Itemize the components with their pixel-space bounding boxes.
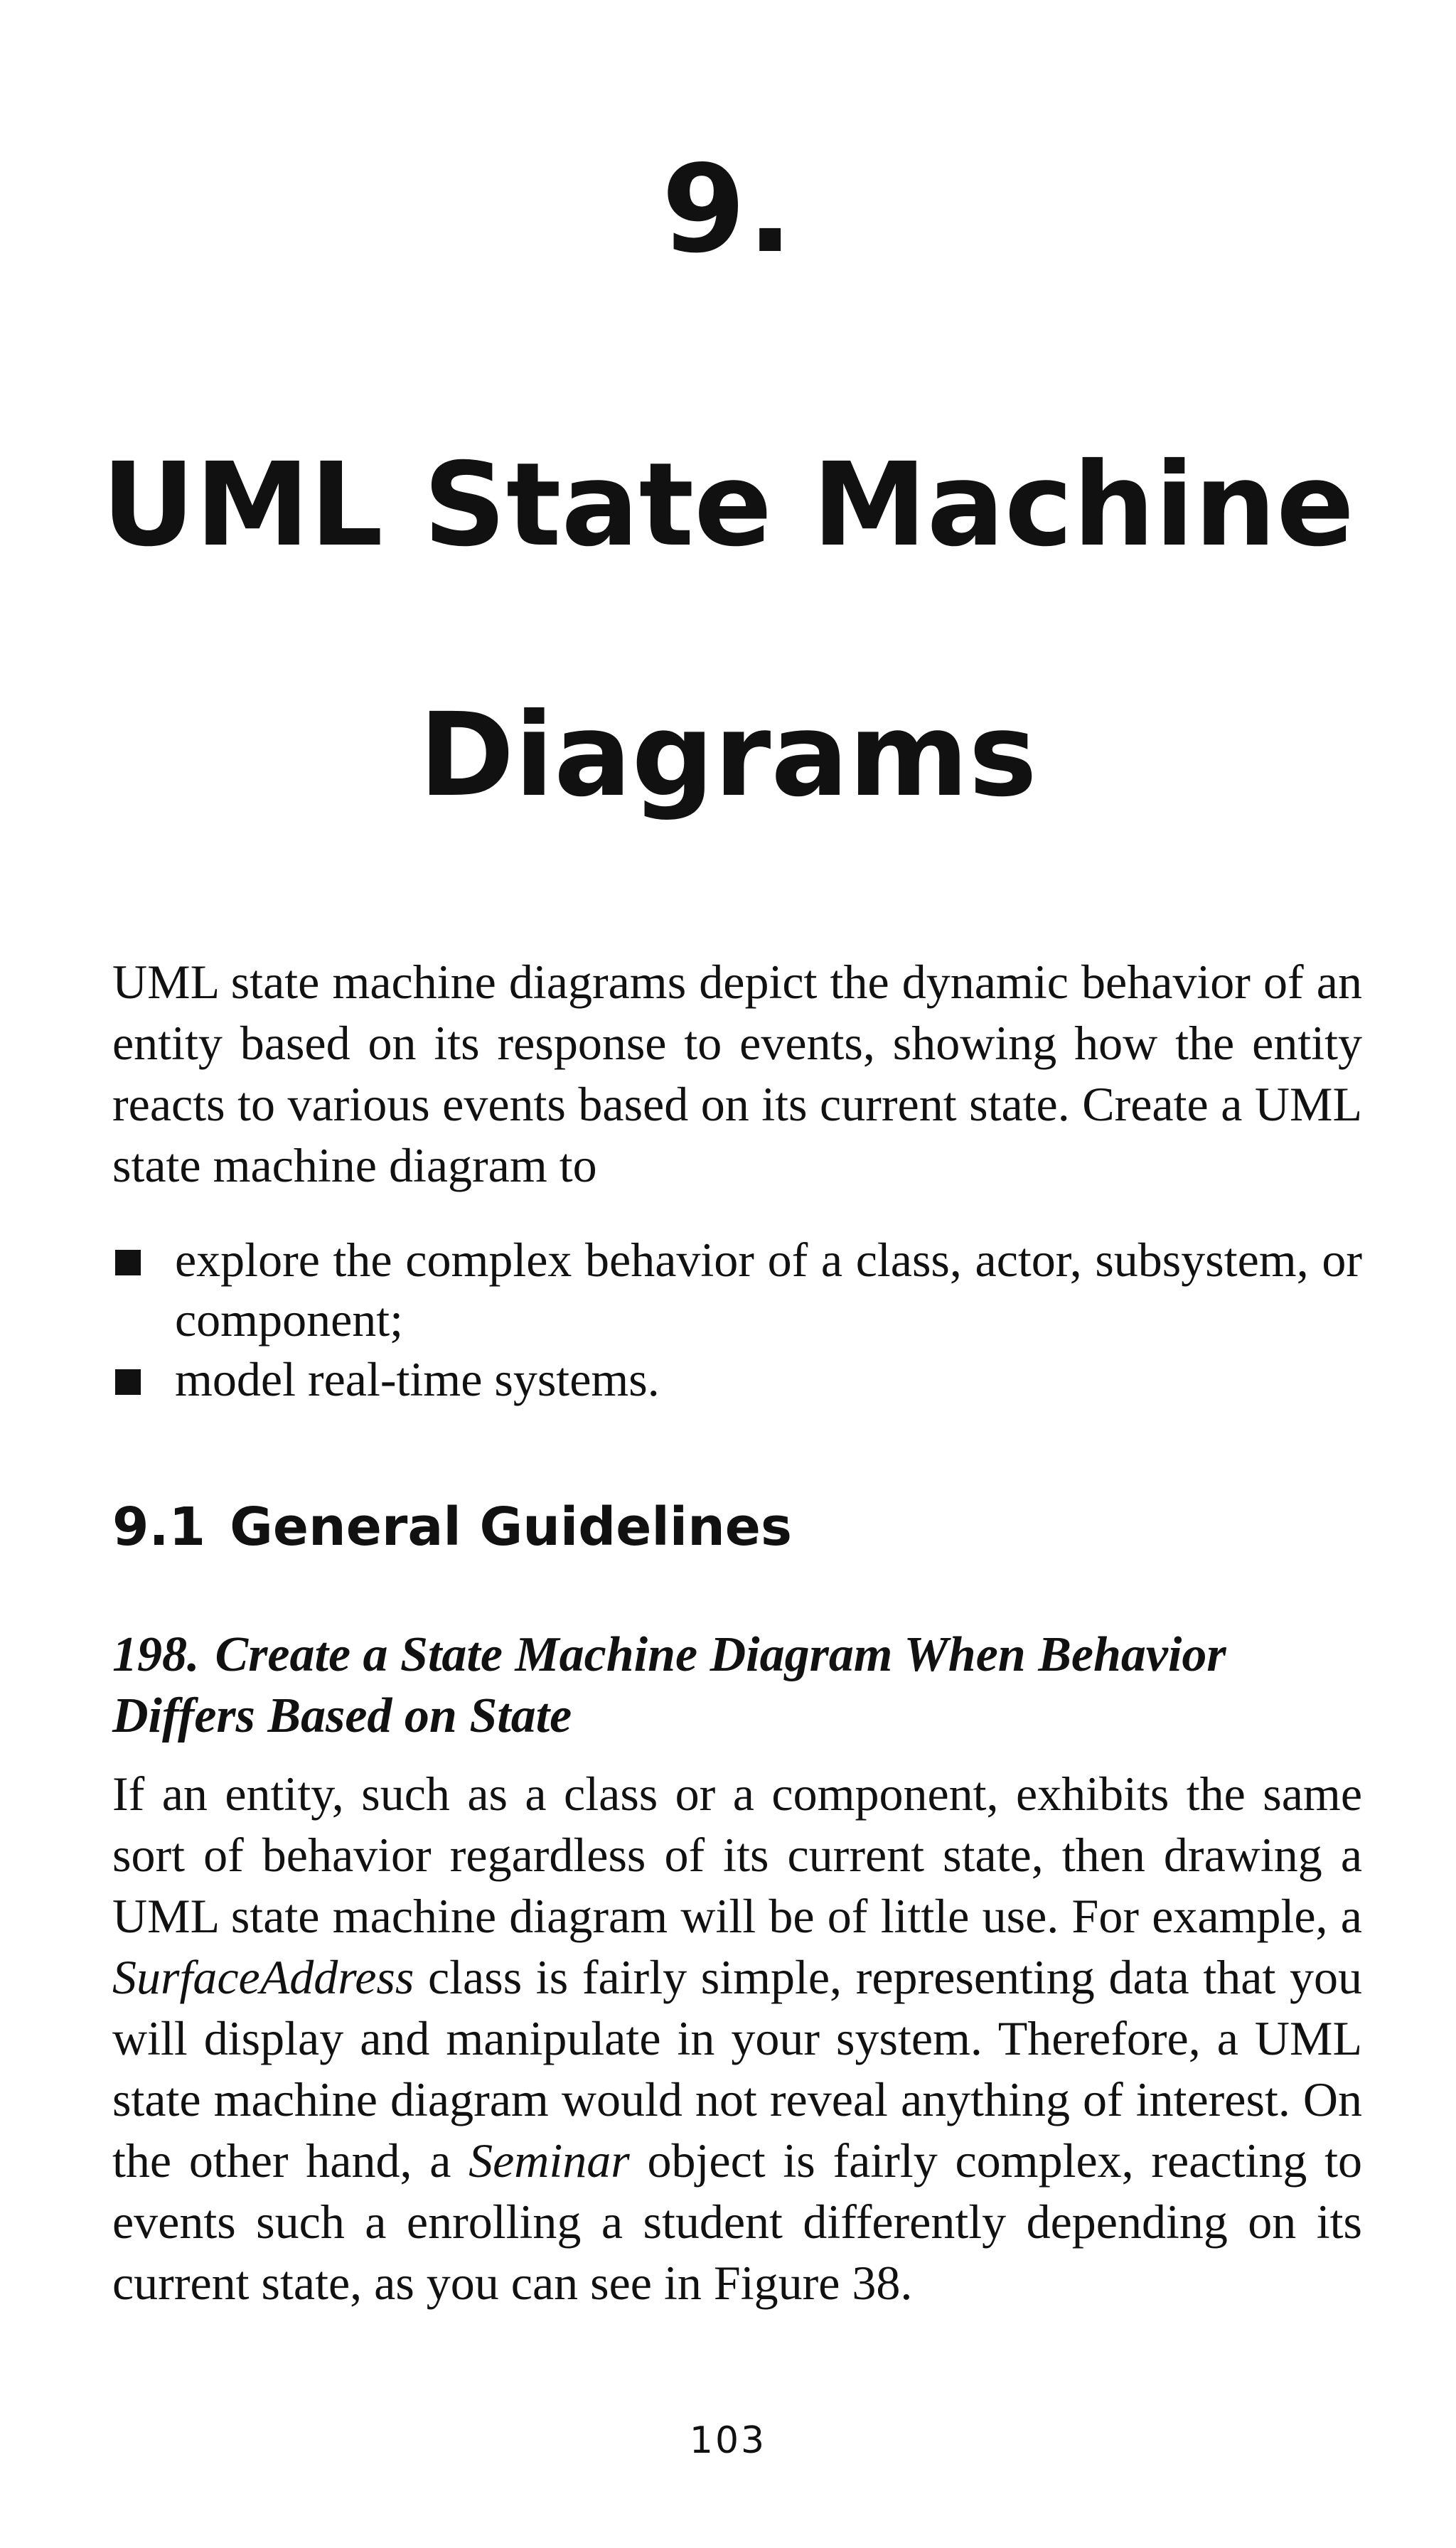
list-item (112, 1349, 1362, 1409)
guideline-title-text: Create a State Machine Diagram When Behavior Differs Based on State (112, 1627, 1226, 1743)
guideline-title (112, 1624, 1362, 1747)
square-bullet-icon (115, 1369, 141, 1395)
guideline-body (112, 1763, 1362, 2313)
section-number: 9.1 (112, 1497, 206, 1558)
intro-paragraph: UML state machine diagrams depict the dynamic behavior of an entity based on its response to events, showing how the entity reacts to various events based on its current state. Create a UML state machine diagram to (112, 955, 1362, 1192)
section-title: General Guidelines (230, 1497, 793, 1558)
list-item (112, 1230, 1362, 1349)
body-text: If an entity, such as a class or a component, exhibits the same sort of behavior regardless of its current state, then drawing a UML state machine diagram will be of little use. For example, a (112, 1767, 1362, 1943)
square-bullet-icon (115, 1250, 141, 1275)
chapter-number: 9. (661, 139, 795, 280)
list-item-text: model real-time systems. (175, 1352, 660, 1406)
section-heading (112, 1492, 792, 1563)
guideline-number: 198. (112, 1627, 200, 1682)
intro-bullet-list (112, 1230, 1362, 1409)
class-name-term: SurfaceAddress (112, 1950, 414, 2004)
class-name-term: Seminar (469, 2134, 630, 2188)
list-item-text: explore the complex behavior of a class, actor, subsystem, or component; (175, 1233, 1362, 1347)
page-number: 103 (689, 2419, 767, 2462)
chapter-title: UML State Machine Diagrams (101, 439, 1355, 823)
body-text: class is fairly simple, representing data that you will display and manipulate in your system. Therefore, a UML state machine diagram would not reveal anything of interest. On the other hand, a (112, 1950, 1362, 2188)
body-text: object is fairly complex, reacting to events such a enrolling a student differently depending on its current state, as you can see in Figure 38. (112, 2134, 1363, 2310)
